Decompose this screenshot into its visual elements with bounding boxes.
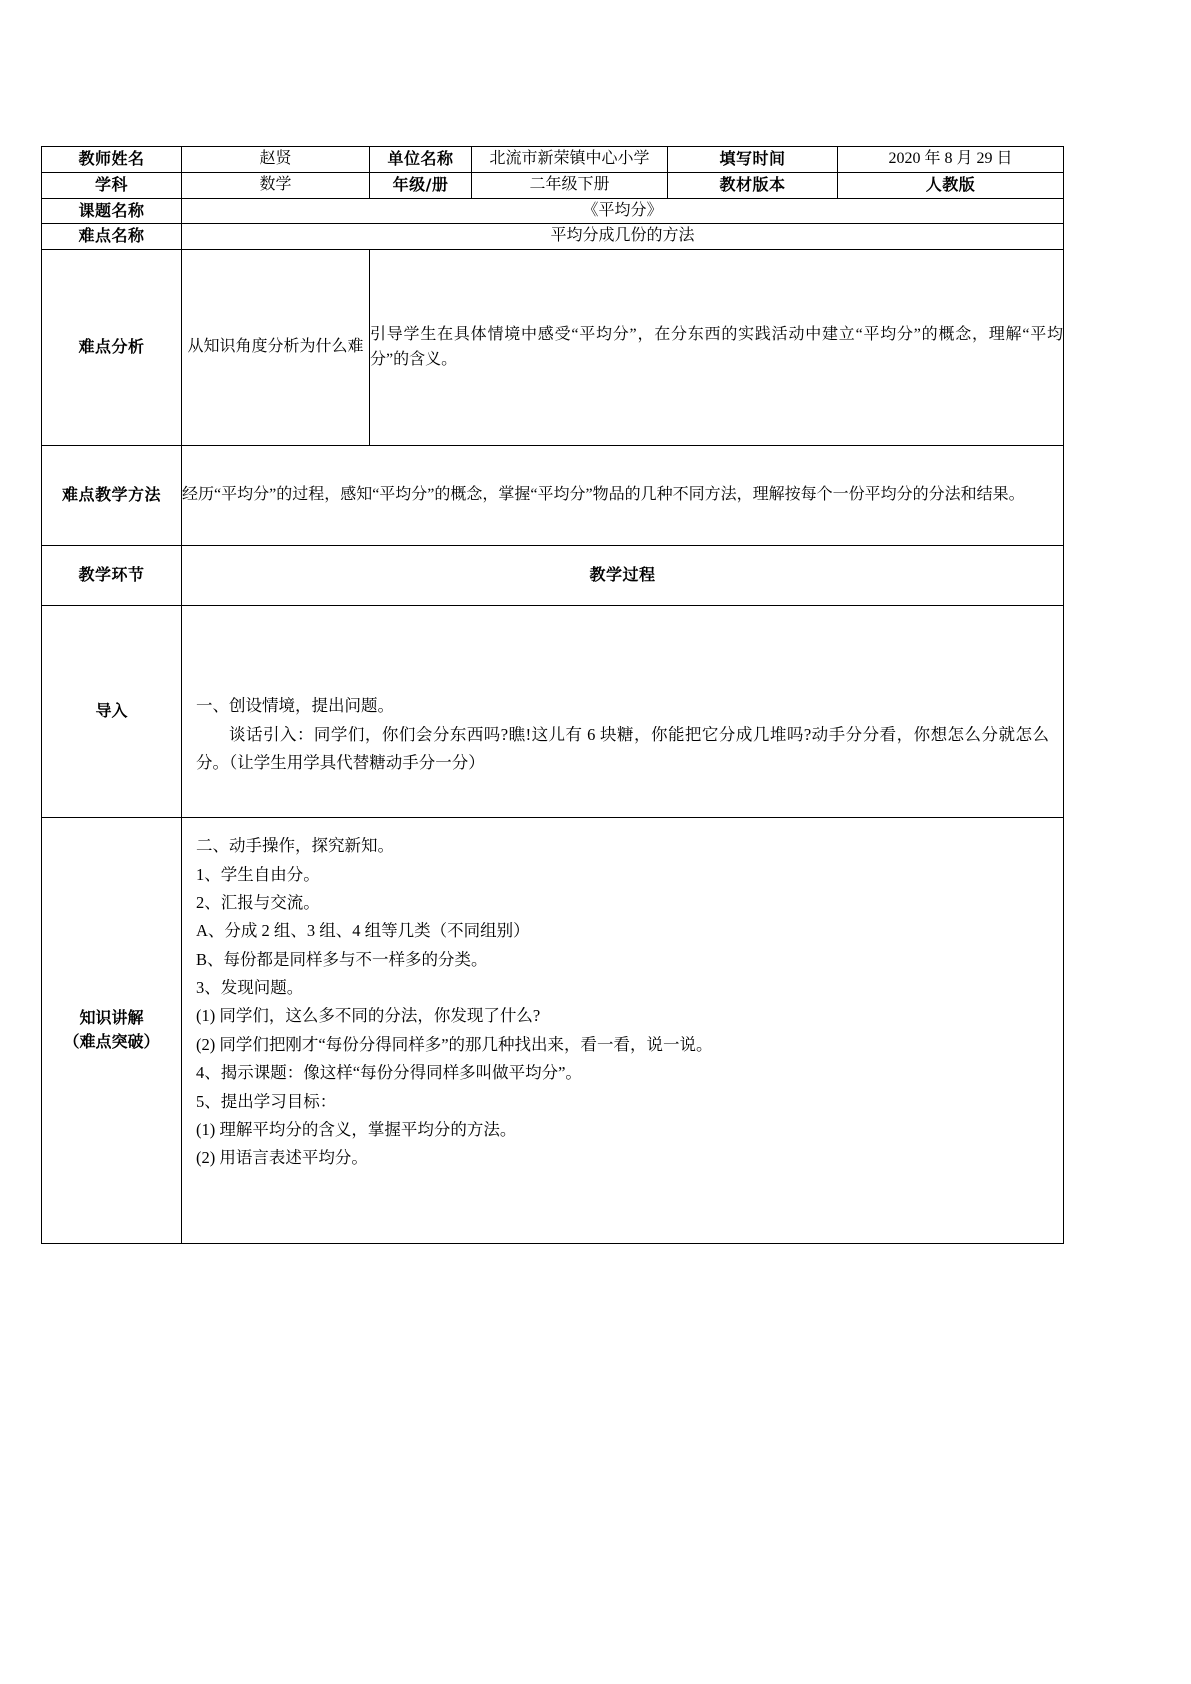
label-teaching-stage: 教学环节 [42, 546, 182, 606]
knowledge-line-4: A、分成 2 组、3 组、4 组等几类（不同组别） [196, 921, 530, 941]
label-stage-introduction: 导入 [42, 606, 182, 818]
knowledge-line-9: 4、揭示课题：像这样“每份分得同样多叫做平均分”。 [196, 1063, 582, 1083]
knowledge-text-block [182, 818, 1063, 1243]
table-row-difficulty-analysis [42, 250, 1064, 446]
label-knowledge-line1: 知识讲解 [79, 1007, 144, 1027]
text-teaching-method: 经历“平均分”的过程，感知“平均分”的概念，掌握“平均分”物品的几种不同方法，理解按每个一份平均分的分法和结果。 [182, 446, 1064, 546]
label-topic: 课题名称 [42, 198, 182, 224]
label-subject: 学科 [42, 172, 182, 198]
table-row-teaching-method [42, 446, 1064, 546]
knowledge-line-12: (2) 用语言表述平均分。 [196, 1148, 368, 1168]
cell-introduction-content [182, 606, 1064, 818]
knowledge-line-1: 二、动手操作，探究新知。 [196, 836, 394, 856]
value-difficulty-name: 平均分成几份的方法 [182, 224, 1064, 250]
intro-top-spacer [196, 646, 1049, 692]
table-row-process-header [42, 546, 1064, 606]
introduction-text-block [182, 632, 1063, 791]
label-unit-name: 单位名称 [370, 147, 472, 173]
knowledge-line-6: 3、发现问题。 [196, 978, 304, 998]
knowledge-line-2: 1、学生自由分。 [196, 864, 320, 884]
intro-line-2: 谈话引入：同学们，你们会分东西吗?瞧!这儿有 6 块糖，你能把它分成几堆吗?动手分分看，你想怎么分就怎么分。（让学生用学具代替糖动手分一分） [196, 724, 1049, 772]
knowledge-line-5: B、每份都是同样多与不一样多的分类。 [196, 949, 488, 969]
value-teacher-name: 赵贤 [182, 147, 370, 173]
knowledge-line-8: (2) 同学们把刚才“每份分得同样多”的那几种找出来，看一看，说一说。 [196, 1034, 713, 1054]
knowledge-line-11: (1) 理解平均分的含义，掌握平均分的方法。 [196, 1119, 517, 1139]
text-difficulty-analysis: 引导学生在具体情境中感受“平均分”，在分东西的实践活动中建立“平均分”的概念，理解“平均分”的含义。 [370, 250, 1064, 446]
value-subject: 数学 [182, 172, 370, 198]
knowledge-line-3: 2、汇报与交流。 [196, 892, 320, 912]
table-row-topic [42, 198, 1064, 224]
label-teacher-name: 教师姓名 [42, 147, 182, 173]
label-stage-knowledge [42, 818, 182, 1244]
lesson-plan-sheet [41, 146, 1063, 1244]
knowledge-line-7: (1) 同学们，这么多不同的分法，你发现了什么? [196, 1006, 541, 1026]
table-row-difficulty-name [42, 224, 1064, 250]
table-row-subject-info [42, 172, 1064, 198]
value-textbook-version: 人教版 [838, 172, 1064, 198]
label-difficulty-analysis: 难点分析 [42, 250, 182, 446]
table-row-introduction [42, 606, 1064, 818]
knowledge-bottom-spacer [196, 1173, 1049, 1229]
intro-line-1: 一、创设情境，提出问题。 [196, 696, 394, 716]
label-fill-date: 填写时间 [668, 147, 838, 173]
label-textbook-version: 教材版本 [668, 172, 838, 198]
label-grade: 年级/册 [370, 172, 472, 198]
value-unit-name: 北流市新荣镇中心小学 [472, 147, 668, 173]
label-difficulty-name: 难点名称 [42, 224, 182, 250]
label-knowledge-line2: （难点突破） [63, 1032, 160, 1052]
lesson-plan-table [41, 146, 1064, 1244]
table-row-teacher-info [42, 147, 1064, 173]
value-grade: 二年级下册 [472, 172, 668, 198]
cell-knowledge-content [182, 818, 1064, 1244]
label-teaching-method: 难点教学方法 [42, 446, 182, 546]
sublabel-why-difficult: 从知识角度分析为什么难 [182, 250, 370, 446]
table-row-knowledge-explanation [42, 818, 1064, 1244]
value-topic: 《平均分》 [182, 198, 1064, 224]
value-fill-date: 2020 年 8 月 29 日 [838, 147, 1064, 173]
knowledge-line-10: 5、提出学习目标： [196, 1091, 337, 1111]
label-teaching-process: 教学过程 [182, 546, 1064, 606]
